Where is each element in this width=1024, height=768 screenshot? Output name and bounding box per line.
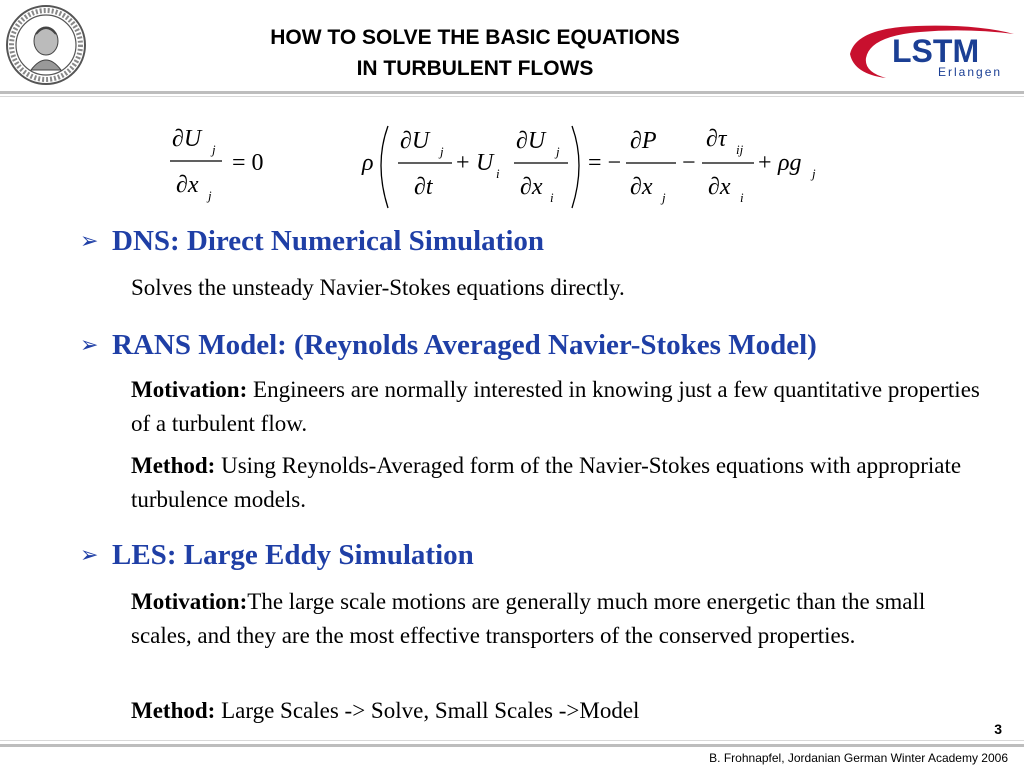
top-rule <box>0 91 1024 94</box>
svg-text:j: j <box>556 144 560 159</box>
svg-text:∂U: ∂U <box>172 126 202 152</box>
svg-text:U: U <box>476 150 494 176</box>
svg-text:j: j <box>212 142 216 157</box>
svg-text:∂U: ∂U <box>400 128 430 154</box>
svg-text:j: j <box>208 188 212 203</box>
svg-text:∂U: ∂U <box>516 128 546 154</box>
svg-text:∂x: ∂x <box>520 174 543 200</box>
bullet-arrow-icon: ➢ <box>80 543 99 568</box>
svg-text:+: + <box>456 150 470 176</box>
section-heading-text: RANS Model: (Reynolds Averaged Navier-Stokes Model) <box>112 329 817 361</box>
top-rule-thin <box>0 96 1024 97</box>
svg-text:ij: ij <box>736 142 744 157</box>
paragraph-label: Motivation: <box>131 377 248 402</box>
les-method <box>131 694 991 728</box>
page-number: 3 <box>994 721 1002 737</box>
bottom-rule <box>0 744 1024 747</box>
paragraph-text: Engineers are normally interested in knowing just a few quantitative properties of a turbulent flow. <box>131 377 980 436</box>
svg-text:i: i <box>550 190 554 205</box>
svg-text:ρg: ρg <box>778 150 802 176</box>
svg-text:ρ: ρ <box>362 150 374 176</box>
svg-text:∂P: ∂P <box>630 128 657 154</box>
logo-text: LSTM <box>892 33 980 69</box>
svg-text:j: j <box>662 190 666 205</box>
section-heading-dns <box>80 225 544 258</box>
svg-text:∂x: ∂x <box>176 172 199 198</box>
section-heading-les <box>80 539 474 572</box>
bottom-rule-thin <box>0 740 1024 741</box>
les-motivation <box>131 585 991 653</box>
bullet-arrow-icon: ➢ <box>80 229 99 254</box>
dns-description <box>131 271 991 305</box>
svg-text:i: i <box>496 166 500 181</box>
svg-text:j: j <box>812 166 816 181</box>
momentum-equation <box>360 118 830 218</box>
svg-text:= 0: = 0 <box>232 150 264 176</box>
continuity-equation <box>170 118 280 208</box>
svg-text:+: + <box>758 150 772 176</box>
svg-text:∂t: ∂t <box>414 174 433 200</box>
paragraph-label: Method: <box>131 453 216 478</box>
paragraph-label: Method: <box>131 698 216 723</box>
university-seal-logo <box>5 4 87 86</box>
svg-text:∂τ: ∂τ <box>706 126 727 152</box>
paragraph-text: The large scale motions are generally much more energetic than the small scales, and they are the most effective transporters of the conserved properties. <box>131 589 926 648</box>
svg-text:−: − <box>682 150 696 176</box>
footer-credit: B. Frohnapfel, Jordanian German Winter Academy 2006 <box>709 751 1008 765</box>
svg-text:j: j <box>440 144 444 159</box>
section-heading-text: LES: Large Eddy Simulation <box>112 539 474 571</box>
svg-text:i: i <box>740 190 744 205</box>
title-line-2: IN TURBULENT FLOWS <box>356 57 594 80</box>
svg-text:= −: = − <box>588 150 622 176</box>
rans-method <box>131 449 991 517</box>
logo-subtext: Erlangen <box>938 65 1003 79</box>
paragraph-label: Motivation: <box>131 589 248 614</box>
bullet-arrow-icon: ➢ <box>80 333 99 358</box>
svg-text:∂x: ∂x <box>708 174 731 200</box>
lstm-logo <box>846 18 1016 84</box>
section-heading-rans <box>80 329 817 362</box>
rans-motivation <box>131 373 991 441</box>
title-line-1: HOW TO SOLVE THE BASIC EQUATIONS <box>270 26 680 49</box>
paragraph-text: Using Reynolds-Averaged form of the Navier-Stokes equations with appropriate turbulence models. <box>131 453 962 512</box>
paragraph-text: Large Scales -> Solve, Small Scales ->Model <box>215 698 640 723</box>
paragraph-text: Solves the unsteady Navier-Stokes equations directly. <box>131 275 625 300</box>
section-heading-text: DNS: Direct Numerical Simulation <box>112 225 544 257</box>
slide-title <box>150 22 800 84</box>
svg-text:∂x: ∂x <box>630 174 653 200</box>
